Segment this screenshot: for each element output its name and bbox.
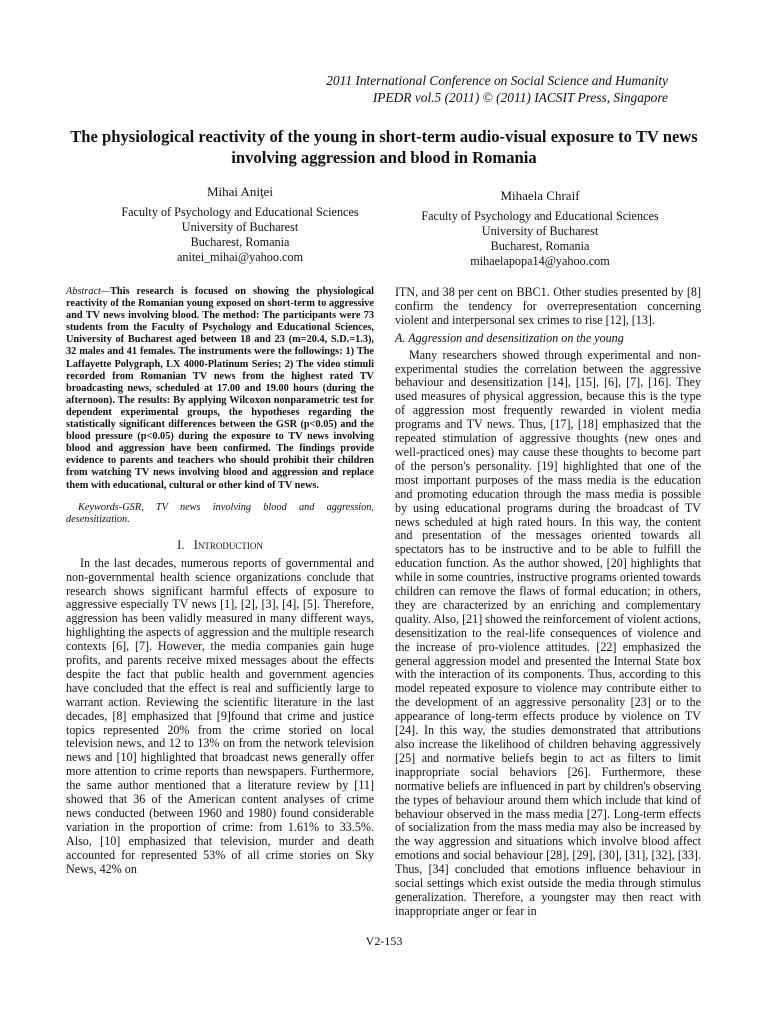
- author-email: mihaelapopa14@yahoo.com: [470, 254, 610, 268]
- introduction-paragraph: In the last decades, numerous reports of governmental and non-governmental health science organizations conclude that research shows significant harmful effects of exposure to aggressive especially TV news [1], [2], [3], [4], [5]. Therefore, aggression has been validly measured in many different ways, highlighting the aspects of aggression and the multiple research contexts [6], [7]. However, the media companies gain huge profits, and parents receive mixed messages about the effects despite the fact that public health and government agencies have concluded that the effect is real and sufficiently large to warrant action. Reviewing the scientific literature in the last decades, [8] emphasized that [9]found that crime and justice topics represented 20% from the crime storied on local television news, and 12 to 13% on from the network television news and [10] highlighted that broadcast news generally offer more attention to crime reports than newspapers. Furthermore, the same author mentioned that a literature review by [11] showed that 36 of the American content analyses of crime news conducted (between 1960 and 1980) found considerable variation in the proportion of crime: from 1.61% to 33.5%. Also, [10] emphasized that television, murder and death accounted for represented 53% of all crime stories on Sky News, 42% on: [66, 555, 374, 876]
- keywords: Keywords-GSR, TV news involving blood and aggression, desensitization.: [66, 501, 374, 525]
- right-column: [395, 286, 701, 919]
- author-faculty: Faculty of Psychology and Educational Sciences: [121, 205, 359, 219]
- author-email: anitei_mihai@yahoo.com: [177, 250, 303, 264]
- page-number: V2-153: [365, 934, 403, 948]
- left-column: [66, 286, 374, 877]
- conference-name: 2011 International Conference on Social Science and Humanity: [326, 73, 668, 88]
- abstract-label: Abstract—: [66, 286, 111, 297]
- author-block-2: [330, 188, 750, 269]
- subsection-heading: A. Aggression and desensitization on the young: [395, 330, 624, 345]
- author-location: Bucharest, Romania: [190, 235, 290, 249]
- abstract: [66, 286, 374, 492]
- author-location: Bucharest, Romania: [490, 239, 590, 253]
- section-heading: [66, 539, 374, 553]
- author-name: Mihaela Chraif: [500, 188, 580, 203]
- paper-title: The physiological reactivity of the young in short-term audio-visual exposure to TV news involving aggression and blood in Romania: [70, 127, 698, 167]
- proceedings-info: IPEDR vol.5 (2011) © (2011) IACSIT Press, Singapore: [372, 90, 668, 105]
- conference-header: [168, 72, 668, 106]
- section-number: I.: [177, 537, 185, 552]
- abstract-text: This research is focused on showing the physiological reactivity of the Romanian young exposed on short-term to aggressive and TV news involving blood. The method: The participants were 73 students from the Faculty of Psychology and Educational Sciences, University of Bucharest aged between 18 and 23 (m=20.4, S.D.=1.3), 32 males and 41 females. The instruments were the followings: 1) The Laffayette Polygraph, LX 4000-Platinum Series; 2) The video stimuli recorded from Romanian TV news from the highest rated TV broadcasting news, scheduled at 17.00 and 19.00 hours (during the afternoon). The results: By applying Wilcoxon nonparametric test for dependent experimental groups, the hypotheses regarding the statistically significant differences between the GSR (p<0.05) and the blood pressure (p<0.05) during the exposure to TV news involving blood and aggression have been confirmed. The findings provide evidence to parents and teachers who should prohibit their children from watching TV news involving blood and aggression and replace them with educational, cultural or other kind of TV news.: [66, 286, 374, 491]
- author-university: University of Bucharest: [181, 220, 299, 234]
- author-university: University of Bucharest: [481, 224, 599, 238]
- subsection-paragraph: Many researchers showed through experimental and non-experimental studies the correlation between the aggressive behaviour and desensitization [14], [15], [6], [7], [16]. They used measures of physical aggression, because this is the type of aggression most frequently rewarded in violent media programs and TV news. Thus, [17], [18] emphasized that the repeated stimulation of aggressive thoughts (new ones and well-practiced ones) may cause these thoughts to become part of the person's personality. [19] highlighted that one of the most important purposes of the mass media is the education and promoting education through the mass media is possible by using educational programs during the broadcast of TV news scheduled at high rated hours. In this way, the content and presentation of the messages oriented towards all spectators has to be instructive and to be able to fulfill the education function. As the author showed, [20] highlights that while in some countries, instructive programs oriented towards children can remove the flaws of formal education; in others, they are characterized by an enriching and complementary quality. Also, [21] showed the reinforcement of violent actions, desensitization to the real-life consequences of violence and the increase of pro-violence attitudes. [22] emphasized the general aggression model and presented the Internal State box with the interaction of its components. Thus, according to this model repeated exposure to violence may contribute either to the development of an aggressive personality [23] or to the appearance of long-term effects produce by violence on TV [24]. In this way, the studies demonstrated that attributions also increase the likelihood of children behaving aggressively [25] and normative beliefs begin to act as filters to limit inappropriate social behaviors [26]. Furthermore, these normative beliefs are influenced in part by children's observing the types of behaviour around them which include that kind of behaviour observed in the mass media [27]. Long-term effects of socialization from the mass media may also be increased by the way aggression and situations which involve blood affect emotions and social behaviour [28], [29], [30], [31], [32], [33]. Thus, [34] concluded that emotions influence behaviour in social settings which exist outside the media through stimulus generalization. Therefore, a youngster may then react with inappropriate anger or fear in: [395, 347, 701, 918]
- continuation-paragraph: ITN, and 38 per cent on BBC1. Other studies presented by [8] confirm the tendency for overrepresentation concerning violent and interpersonal sex crimes to rise [12], [13].: [395, 285, 701, 327]
- author-name: Mihai Aniţei: [206, 184, 274, 199]
- section-title: Introduction: [193, 537, 263, 552]
- author-faculty: Faculty of Psychology and Educational Sciences: [421, 209, 659, 223]
